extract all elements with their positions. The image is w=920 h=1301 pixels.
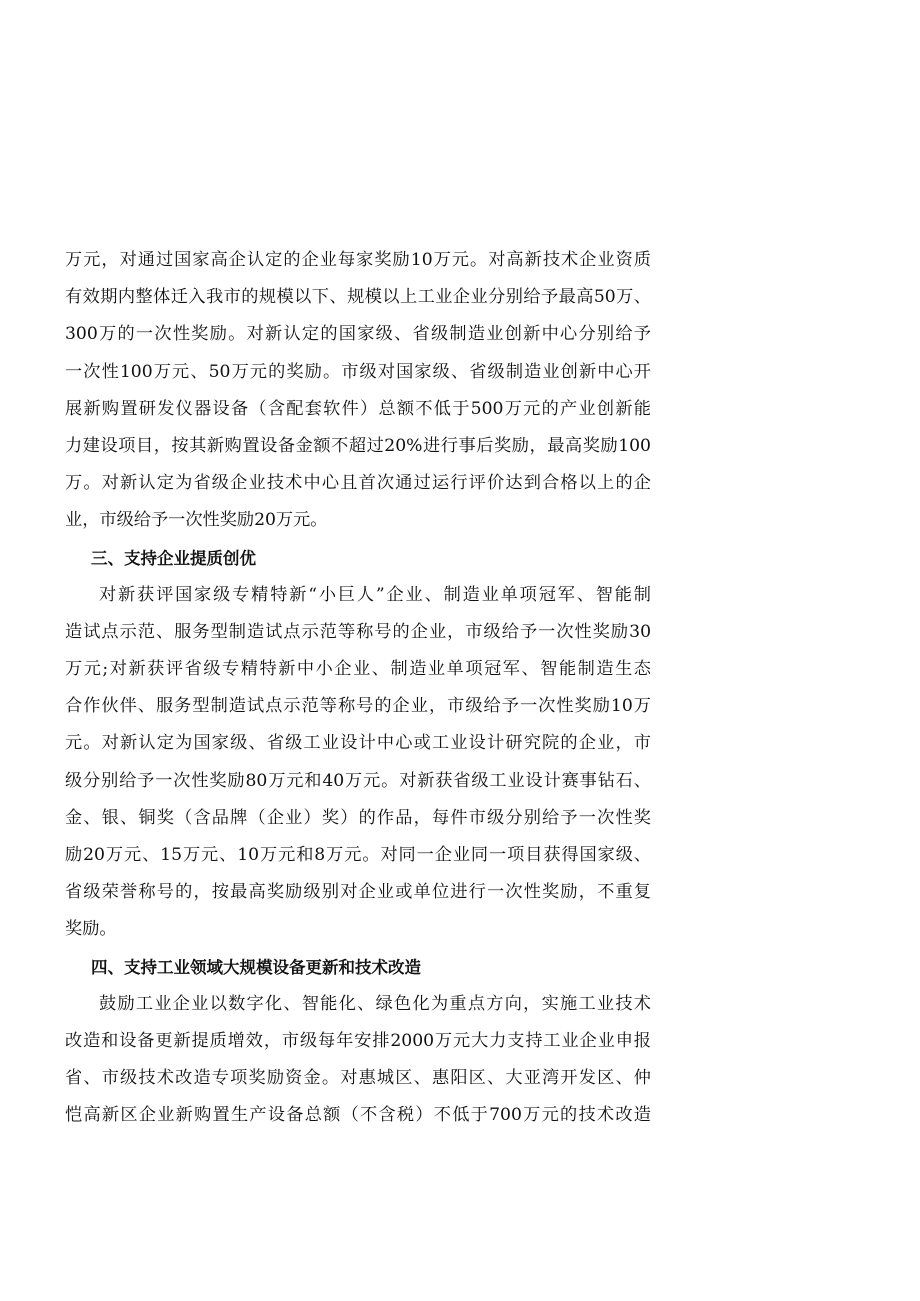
paragraph-line: 奖励。 [65, 919, 117, 940]
paragraph-line: 300万的一次性奖励。对新认定的国家级、省级制造业创新中心分别给予 [65, 324, 651, 345]
paragraph-line: 一次性100万元、50万元的奖励。市级对国家级、省级制造业创新中心开 [65, 361, 651, 382]
paragraph-line: 改造和设备更新提质增效，市级每年安排2000万元大力支持工业企业申报 [65, 1030, 651, 1051]
paragraph-line: 元。对新认定为国家级、省级工业设计中心或工业设计研究院的企业，市 [65, 733, 651, 754]
paragraph-line: 万元;对新获评省级专精特新中小企业、制造业单项冠军、智能制造生态 [65, 659, 651, 680]
paragraph-line: 有效期内整体迁入我市的规模以下、规模以上工业企业分别给予最高50万、 [65, 287, 651, 308]
paragraph-line: 合作伙伴、服务型制造试点示范等称号的企业，市级给予一次性奖励10万 [65, 696, 651, 717]
paragraph-line: 恺高新区企业新购置生产设备总额（不含税）不低于700万元的技术改造 [65, 1105, 651, 1126]
paragraph-line: 励20万元、15万元、10万元和8万元。对同一企业同一项目获得国家级、 [65, 845, 651, 865]
section-heading-4: 四、支持工业领域大规模设备更新和技术改造 [91, 957, 421, 977]
paragraph-line: 级分别给予一次性奖励80万元和40万元。对新获省级工业设计赛事钻石、 [65, 770, 651, 791]
paragraph-line: 对新获评国家级专精特新“小巨人”企业、制造业单项冠军、智能制 [99, 584, 651, 605]
paragraph-line: 万元，对通过国家高企认定的企业每家奖励10万元。对高新技术企业资质 [65, 250, 651, 270]
paragraph-line: 力建设项目，按其新购置设备金额不超过20%进行事后奖励，最高奖励100 [65, 435, 651, 456]
section-heading-3: 三、支持企业提质创优 [91, 548, 256, 568]
paragraph-line: 省级荣誉称号的，按最高奖励级别对企业或单位进行一次性奖励，不重复 [65, 882, 651, 903]
paragraph-line: 省、市级技术改造专项奖励资金。对惠城区、惠阳区、大亚湾开发区、仲 [65, 1068, 651, 1089]
paragraph-line: 万。对新认定为省级企业技术中心且首次通过运行评价达到合格以上的企 [65, 473, 651, 494]
document-page [65, 242, 651, 1135]
paragraph-line: 造试点示范、服务型制造试点示范等称号的企业，市级给予一次性奖励30 [65, 621, 651, 642]
paragraph-line: 金、银、铜奖（含品牌（企业）奖）的作品，每件市级分别给予一次性奖 [65, 807, 651, 828]
paragraph-line: 业，市级给予一次性奖励20万元。 [65, 510, 328, 531]
paragraph-line: 展新购置研发仪器设备（含配套软件）总额不低于500万元的产业创新能 [65, 398, 651, 419]
paragraph-line: 鼓励工业企业以数字化、智能化、绿色化为重点方向，实施工业技术 [99, 993, 651, 1014]
